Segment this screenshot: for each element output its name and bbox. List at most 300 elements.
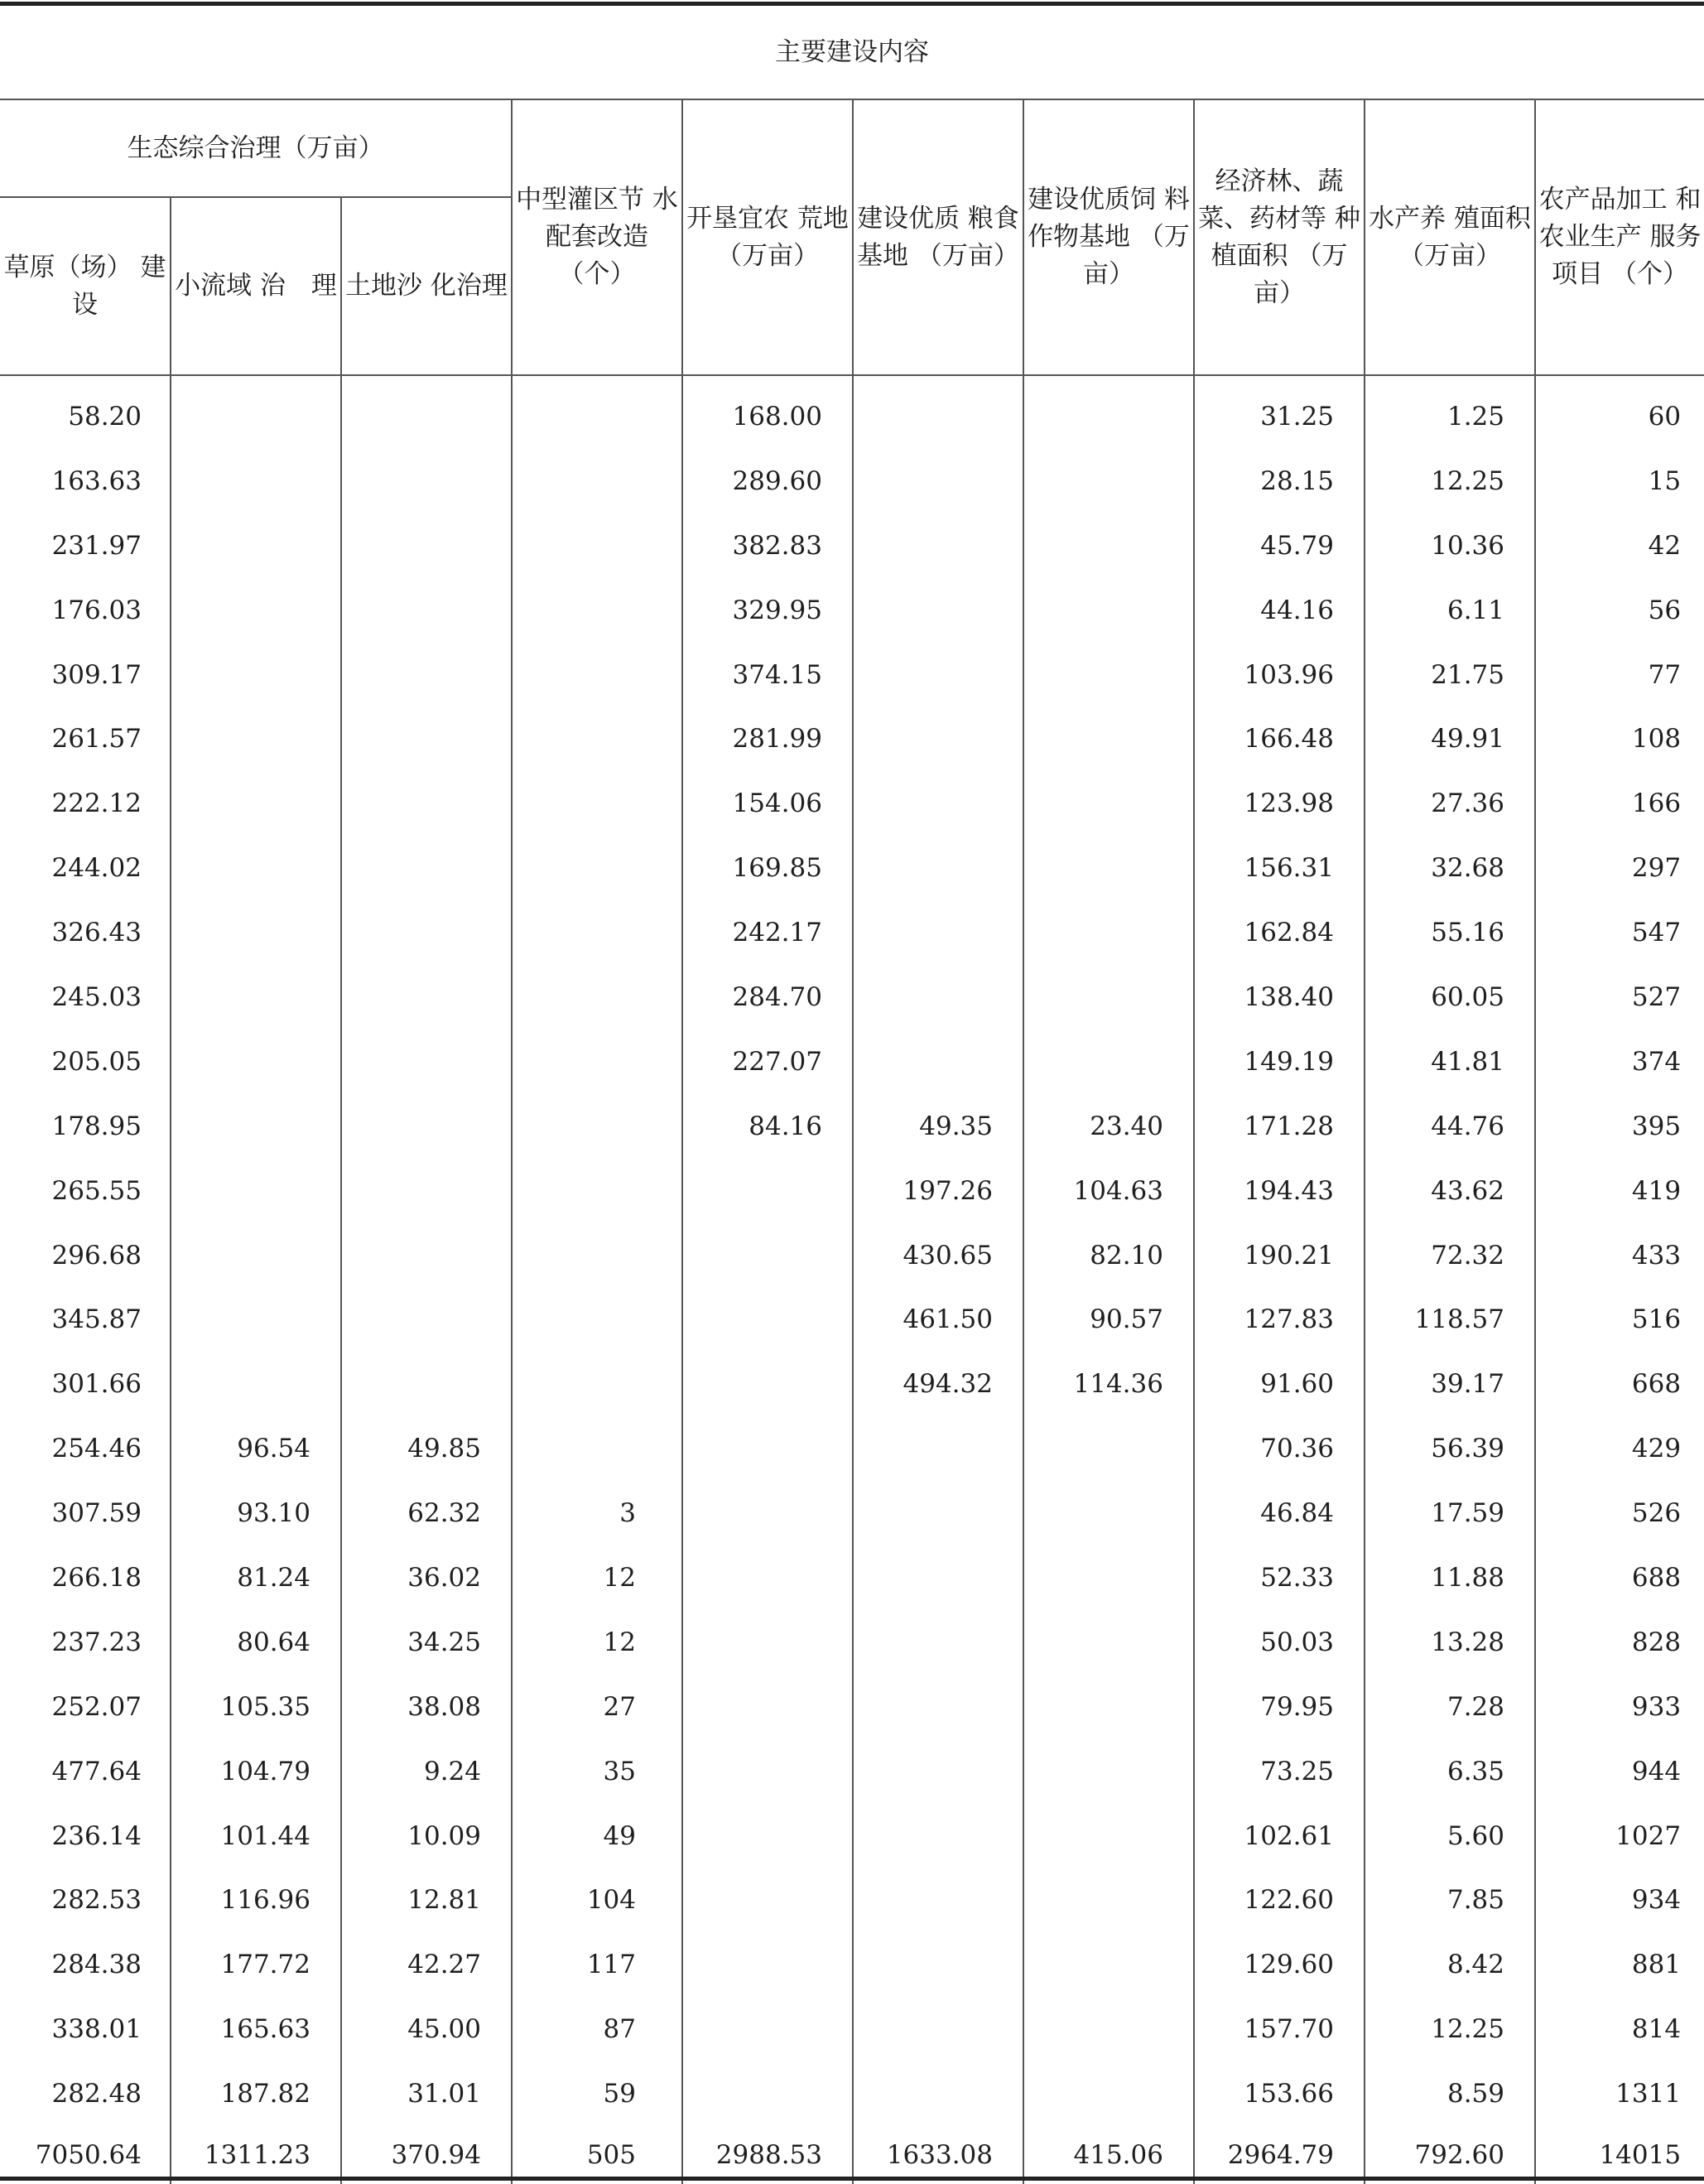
table-cell	[341, 1094, 512, 1159]
table-row	[0, 1481, 1704, 1545]
total-cell: 2988.53	[682, 2126, 853, 2184]
table-cell	[1023, 1675, 1194, 1739]
table-cell: 242.17	[682, 900, 853, 965]
table-title: 主要建设内容	[0, 6, 1704, 99]
table-cell: 282.48	[0, 2061, 171, 2126]
table-cell	[1023, 513, 1194, 578]
table-cell: 154.06	[682, 771, 853, 836]
table-cell	[682, 1868, 853, 1932]
table-cell: 73.25	[1194, 1739, 1365, 1804]
table-cell: 108	[1535, 706, 1704, 771]
table-row	[0, 643, 1704, 707]
table-cell: 166.48	[1194, 706, 1365, 771]
table-cell	[171, 513, 341, 578]
table-cell: 82.10	[1023, 1223, 1194, 1288]
bottom-rule	[0, 2177, 1704, 2181]
table-cell	[853, 965, 1023, 1029]
table-cell: 27.36	[1365, 771, 1535, 836]
table-cell: 828	[1535, 1610, 1704, 1675]
table-cell: 281.99	[682, 706, 853, 771]
table-cell	[853, 1029, 1023, 1094]
table-cell: 36.02	[341, 1545, 512, 1610]
table-cell	[341, 706, 512, 771]
table-cell	[1023, 1481, 1194, 1545]
table-row	[0, 578, 1704, 643]
table-cell: 123.98	[1194, 771, 1365, 836]
table-cell: 10.36	[1365, 513, 1535, 578]
table-cell	[853, 643, 1023, 707]
table-cell	[1023, 1932, 1194, 1997]
table-cell: 326.43	[0, 900, 171, 965]
table-cell: 688	[1535, 1545, 1704, 1610]
table-cell: 60.05	[1365, 965, 1535, 1029]
table-cell	[171, 643, 341, 707]
table-cell	[682, 1287, 853, 1352]
table-cell: 1311	[1535, 2061, 1704, 2126]
table-cell: 547	[1535, 900, 1704, 965]
col-header-feed-base: 建设优质饲 料作物基地 （万亩）	[1023, 99, 1194, 375]
table-cell	[512, 1352, 682, 1416]
table-cell	[512, 1416, 682, 1481]
total-cell: 792.60	[1365, 2126, 1535, 2184]
table-cell	[341, 1287, 512, 1352]
table-row	[0, 1223, 1704, 1288]
table-cell: 127.83	[1194, 1287, 1365, 1352]
table-cell: 516	[1535, 1287, 1704, 1352]
table-cell: 87	[512, 1997, 682, 2061]
table-cell: 15	[1535, 449, 1704, 513]
table-cell	[341, 965, 512, 1029]
table-cell: 881	[1535, 1932, 1704, 1997]
table-row	[0, 513, 1704, 578]
table-cell: 59	[512, 2061, 682, 2126]
table-cell: 17.59	[1365, 1481, 1535, 1545]
table-row	[0, 1675, 1704, 1739]
table-row	[0, 1804, 1704, 1868]
table-row	[0, 1932, 1704, 1997]
table-cell: 1.25	[1365, 375, 1535, 449]
table-cell: 395	[1535, 1094, 1704, 1159]
table-cell: 197.26	[853, 1159, 1023, 1223]
table-cell	[512, 836, 682, 900]
table-cell: 171.28	[1194, 1094, 1365, 1159]
table-cell: 461.50	[853, 1287, 1023, 1352]
table-cell	[682, 1416, 853, 1481]
table-cell	[853, 1610, 1023, 1675]
table-cell	[171, 1094, 341, 1159]
table-cell: 231.97	[0, 513, 171, 578]
table-cell: 81.24	[171, 1545, 341, 1610]
table-cell: 382.83	[682, 513, 853, 578]
table-cell	[341, 375, 512, 449]
table-cell: 309.17	[0, 643, 171, 707]
table-cell: 261.57	[0, 706, 171, 771]
table-cell: 157.70	[1194, 1997, 1365, 2061]
table-cell: 102.61	[1194, 1804, 1365, 1868]
table-cell: 307.59	[0, 1481, 171, 1545]
table-cell: 165.63	[171, 1997, 341, 2061]
table-cell	[1023, 1416, 1194, 1481]
table-cell: 13.28	[1365, 1610, 1535, 1675]
construction-content-table	[0, 6, 1704, 2184]
table-cell: 12.25	[1365, 449, 1535, 513]
table-cell: 70.36	[1194, 1416, 1365, 1481]
table-cell: 237.23	[0, 1610, 171, 1675]
table-cell	[171, 900, 341, 965]
table-cell: 21.75	[1365, 643, 1535, 707]
table-cell: 194.43	[1194, 1159, 1365, 1223]
table-cell	[512, 900, 682, 965]
table-cell: 527	[1535, 965, 1704, 1029]
table-cell: 162.84	[1194, 900, 1365, 965]
table-cell	[341, 513, 512, 578]
table-cell: 177.72	[171, 1932, 341, 1997]
table-cell	[1023, 578, 1194, 643]
table-cell: 138.40	[1194, 965, 1365, 1029]
table-cell: 129.60	[1194, 1932, 1365, 1997]
table-cell: 104.63	[1023, 1159, 1194, 1223]
table-cell	[1023, 1868, 1194, 1932]
table-row	[0, 375, 1704, 449]
table-cell: 12.25	[1365, 1997, 1535, 2061]
table-cell	[1023, 2061, 1194, 2126]
total-cell: 1633.08	[853, 2126, 1023, 2184]
table-cell: 79.95	[1194, 1675, 1365, 1739]
col-header-irrigation: 中型灌区节 水配套改造 （个）	[512, 99, 682, 375]
table-cell: 52.33	[1194, 1545, 1365, 1610]
table-row	[0, 1416, 1704, 1481]
table-cell: 8.42	[1365, 1932, 1535, 1997]
table-cell: 27	[512, 1675, 682, 1739]
table-cell	[682, 1932, 853, 1997]
table-cell	[512, 375, 682, 449]
table-cell	[171, 706, 341, 771]
table-cell: 42.27	[341, 1932, 512, 1997]
table-cell: 168.00	[682, 375, 853, 449]
table-cell	[853, 1804, 1023, 1868]
table-cell	[682, 1997, 853, 2061]
table-cell: 116.96	[171, 1868, 341, 1932]
table-cell: 266.18	[0, 1545, 171, 1610]
table-cell: 49.35	[853, 1094, 1023, 1159]
table-cell: 477.64	[0, 1739, 171, 1804]
table-cell	[682, 1610, 853, 1675]
table-cell	[341, 771, 512, 836]
table-cell: 284.70	[682, 965, 853, 1029]
table-cell: 49.91	[1365, 706, 1535, 771]
table-row	[0, 771, 1704, 836]
table-cell	[1023, 706, 1194, 771]
table-cell: 252.07	[0, 1675, 171, 1739]
table-cell	[341, 643, 512, 707]
table-cell: 429	[1535, 1416, 1704, 1481]
table-cell: 77	[1535, 643, 1704, 707]
table-cell: 91.60	[1194, 1352, 1365, 1416]
table-cell	[512, 1223, 682, 1288]
table-cell: 156.31	[1194, 836, 1365, 900]
total-cell: 415.06	[1023, 2126, 1194, 2184]
col-header-aquaculture: 水产养 殖面积 （万亩）	[1365, 99, 1535, 375]
table-cell	[171, 1223, 341, 1288]
total-row	[0, 2126, 1704, 2184]
table-cell: 12	[512, 1545, 682, 1610]
table-cell	[682, 1804, 853, 1868]
table-cell	[171, 375, 341, 449]
table-cell	[171, 1352, 341, 1416]
table-cell: 6.11	[1365, 578, 1535, 643]
table-cell: 46.84	[1194, 1481, 1365, 1545]
table-cell: 90.57	[1023, 1287, 1194, 1352]
table-cell: 118.57	[1365, 1287, 1535, 1352]
table-row	[0, 449, 1704, 513]
table-cell: 149.19	[1194, 1029, 1365, 1094]
table-cell: 122.60	[1194, 1868, 1365, 1932]
eco-governance-group-header: 生态综合治理（万亩）	[0, 99, 512, 197]
table-cell: 814	[1535, 1997, 1704, 2061]
table-cell	[1023, 375, 1194, 449]
table-cell: 32.68	[1365, 836, 1535, 900]
total-cell: 505	[512, 2126, 682, 2184]
table-cell: 296.68	[0, 1223, 171, 1288]
table-cell	[512, 449, 682, 513]
table-cell: 45.00	[341, 1997, 512, 2061]
col-header-grain-base: 建设优质 粮食基地 （万亩）	[853, 99, 1023, 375]
table-cell	[341, 1029, 512, 1094]
table-cell: 668	[1535, 1352, 1704, 1416]
table-cell: 104.79	[171, 1739, 341, 1804]
table-cell: 103.96	[1194, 643, 1365, 707]
table-cell	[512, 1029, 682, 1094]
table-cell: 72.32	[1365, 1223, 1535, 1288]
table-cell: 62.32	[341, 1481, 512, 1545]
table-cell	[853, 449, 1023, 513]
table-cell: 6.35	[1365, 1739, 1535, 1804]
table-cell	[171, 771, 341, 836]
table-cell: 205.05	[0, 1029, 171, 1094]
table-cell: 96.54	[171, 1416, 341, 1481]
table-cell: 8.59	[1365, 2061, 1535, 2126]
table-cell	[682, 1352, 853, 1416]
table-cell: 944	[1535, 1739, 1704, 1804]
table-cell	[1023, 1997, 1194, 2061]
table-cell	[1023, 1739, 1194, 1804]
table-cell: 244.02	[0, 836, 171, 900]
table-cell	[512, 771, 682, 836]
table-cell: 56	[1535, 578, 1704, 643]
table-cell	[853, 1739, 1023, 1804]
table-cell	[682, 2061, 853, 2126]
table-cell	[853, 1675, 1023, 1739]
total-cell: 7050.64	[0, 2126, 171, 2184]
table-cell	[341, 449, 512, 513]
table-cell: 104	[512, 1868, 682, 1932]
table-cell: 12.81	[341, 1868, 512, 1932]
table-cell	[853, 771, 1023, 836]
total-cell: 2964.79	[1194, 2126, 1365, 2184]
table-cell: 101.44	[171, 1804, 341, 1868]
table-cell: 934	[1535, 1868, 1704, 1932]
table-cell	[853, 578, 1023, 643]
col-header-desertification: 土地沙 化治理	[341, 197, 512, 375]
table-cell: 222.12	[0, 771, 171, 836]
col-header-processing-projects: 农产品加工 和农业生产 服务项目 （个）	[1535, 99, 1704, 375]
table-row	[0, 900, 1704, 965]
table-cell: 31.25	[1194, 375, 1365, 449]
table-cell	[853, 1481, 1023, 1545]
table-cell: 9.24	[341, 1739, 512, 1804]
table-cell: 338.01	[0, 1997, 171, 2061]
table-cell	[682, 1545, 853, 1610]
table-cell	[171, 836, 341, 900]
table-cell: 10.09	[341, 1804, 512, 1868]
table-cell	[682, 1481, 853, 1545]
table-cell: 58.20	[0, 375, 171, 449]
table-cell: 42	[1535, 513, 1704, 578]
table-row	[0, 1287, 1704, 1352]
table-cell: 329.95	[682, 578, 853, 643]
table-row	[0, 1545, 1704, 1610]
table-cell: 7.28	[1365, 1675, 1535, 1739]
table-cell: 35	[512, 1739, 682, 1804]
table-cell	[853, 375, 1023, 449]
table-cell: 265.55	[0, 1159, 171, 1223]
table-cell: 430.65	[853, 1223, 1023, 1288]
table-row	[0, 1610, 1704, 1675]
table-cell: 55.16	[1365, 900, 1535, 965]
table-cell: 84.16	[682, 1094, 853, 1159]
table-cell: 282.53	[0, 1868, 171, 1932]
table-cell	[1023, 965, 1194, 1029]
table-cell	[512, 1094, 682, 1159]
table-cell: 11.88	[1365, 1545, 1535, 1610]
table-cell	[1023, 1804, 1194, 1868]
table-cell: 227.07	[682, 1029, 853, 1094]
table-cell	[1023, 771, 1194, 836]
table-cell	[512, 706, 682, 771]
table-row	[0, 836, 1704, 900]
table-cell	[341, 578, 512, 643]
table-cell: 169.85	[682, 836, 853, 900]
table-cell	[1023, 1610, 1194, 1675]
table-cell: 526	[1535, 1481, 1704, 1545]
table-cell	[341, 1159, 512, 1223]
total-cell: 14015	[1535, 2126, 1704, 2184]
table-cell	[1023, 643, 1194, 707]
table-cell	[341, 900, 512, 965]
table-cell	[853, 706, 1023, 771]
total-cell: 1311.23	[171, 2126, 341, 2184]
table-cell: 1027	[1535, 1804, 1704, 1868]
table-cell	[853, 1416, 1023, 1481]
table-cell	[853, 900, 1023, 965]
table-cell: 60	[1535, 375, 1704, 449]
table-cell: 49.85	[341, 1416, 512, 1481]
table-cell: 49	[512, 1804, 682, 1868]
table-cell: 31.01	[341, 2061, 512, 2126]
table-cell: 28.15	[1194, 449, 1365, 513]
table-cell: 301.66	[0, 1352, 171, 1416]
col-header-grassland: 草原（场） 建 设	[0, 197, 171, 375]
table-cell: 284.38	[0, 1932, 171, 1997]
table-cell: 374	[1535, 1029, 1704, 1094]
table-cell	[512, 1159, 682, 1223]
table-cell: 7.85	[1365, 1868, 1535, 1932]
table-cell: 187.82	[171, 2061, 341, 2126]
col-header-reclaimed-land: 开垦宜农 荒地 （万亩）	[682, 99, 853, 375]
table-cell	[853, 1545, 1023, 1610]
table-cell: 41.81	[1365, 1029, 1535, 1094]
table-cell	[853, 1868, 1023, 1932]
table-cell	[512, 513, 682, 578]
table-cell	[853, 1997, 1023, 2061]
table-cell	[512, 578, 682, 643]
table-row	[0, 1029, 1704, 1094]
table-cell: 153.66	[1194, 2061, 1365, 2126]
table-row	[0, 1868, 1704, 1932]
table-cell: 254.46	[0, 1416, 171, 1481]
table-cell: 289.60	[682, 449, 853, 513]
table-cell	[1023, 900, 1194, 965]
table-cell: 12	[512, 1610, 682, 1675]
table-cell	[171, 578, 341, 643]
table-cell	[171, 1029, 341, 1094]
table-cell: 23.40	[1023, 1094, 1194, 1159]
table-cell: 433	[1535, 1223, 1704, 1288]
table-cell: 44.16	[1194, 578, 1365, 643]
table-row	[0, 1094, 1704, 1159]
table-cell	[512, 643, 682, 707]
table-cell: 38.08	[341, 1675, 512, 1739]
table-cell	[171, 1287, 341, 1352]
table-cell: 117	[512, 1932, 682, 1997]
total-cell: 370.94	[341, 2126, 512, 2184]
table-cell	[853, 513, 1023, 578]
table-cell	[682, 1223, 853, 1288]
table-cell	[1023, 1029, 1194, 1094]
table-cell: 44.76	[1365, 1094, 1535, 1159]
table-row	[0, 706, 1704, 771]
table-cell: 80.64	[171, 1610, 341, 1675]
table-cell	[853, 836, 1023, 900]
table-cell	[341, 836, 512, 900]
table-cell: 236.14	[0, 1804, 171, 1868]
table-cell: 190.21	[1194, 1223, 1365, 1288]
table-cell: 245.03	[0, 965, 171, 1029]
table-row	[0, 1997, 1704, 2061]
table-cell: 39.17	[1365, 1352, 1535, 1416]
table-cell: 93.10	[171, 1481, 341, 1545]
table-cell: 163.63	[0, 449, 171, 513]
col-header-cash-crops: 经济林、蔬 菜、药材等 种植面积 （万亩）	[1194, 99, 1365, 375]
table-cell: 374.15	[682, 643, 853, 707]
table-cell: 176.03	[0, 578, 171, 643]
table-cell	[682, 1159, 853, 1223]
table-cell: 345.87	[0, 1287, 171, 1352]
table-cell	[171, 1159, 341, 1223]
table-cell	[682, 1739, 853, 1804]
table-cell: 56.39	[1365, 1416, 1535, 1481]
table-cell	[341, 1352, 512, 1416]
table-cell: 178.95	[0, 1094, 171, 1159]
table-cell	[853, 1932, 1023, 1997]
table-row	[0, 2061, 1704, 2126]
table-row	[0, 965, 1704, 1029]
table-row	[0, 1352, 1704, 1416]
table-cell	[171, 449, 341, 513]
table-cell: 34.25	[341, 1610, 512, 1675]
table-cell: 50.03	[1194, 1610, 1365, 1675]
table-cell: 297	[1535, 836, 1704, 900]
